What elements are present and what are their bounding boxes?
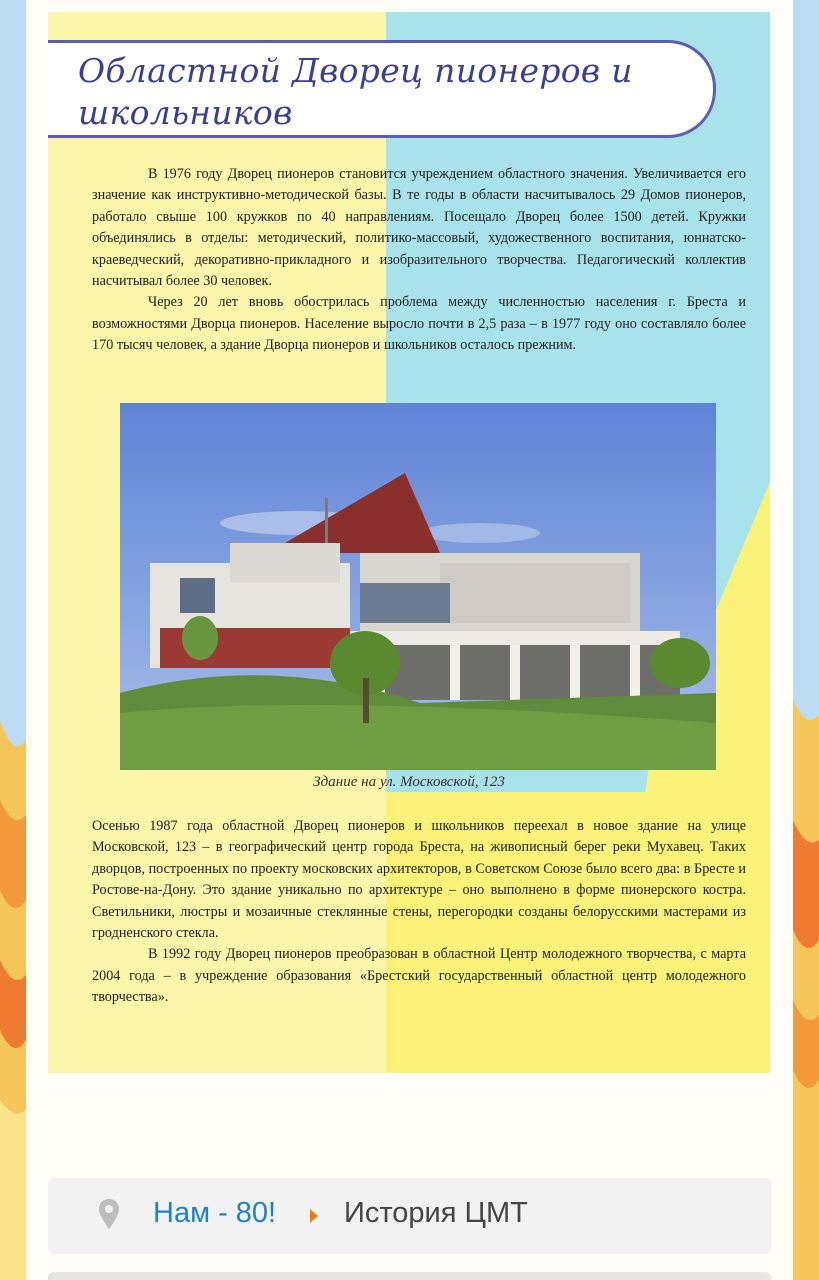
right-decorative-background <box>793 0 819 1280</box>
map-pin-icon <box>98 1198 120 1238</box>
paragraph-2: Через 20 лет вновь обострилась проблема между численностью населения г. Бреста и возможностями Дворца пионеров. Население выросло почти в 2,5 раза – в 1977 году оно составляло более 170 тысяч человек, а здание Дворца пионеров и школьников осталось прежним. <box>92 294 746 354</box>
poster-title <box>78 50 678 134</box>
chevron-right-icon <box>310 1209 318 1223</box>
left-wave-decoration <box>0 0 26 1280</box>
photo-caption: Здание на ул. Московской, 123 <box>313 774 505 790</box>
poster-title-line1: Областной Дворец пионеров и <box>78 51 633 90</box>
text-block-bottom <box>92 816 746 1009</box>
breadcrumb-link-home[interactable]: Нам - 80! <box>153 1197 277 1229</box>
text-block-top <box>92 164 746 357</box>
poster-title-line2: школьников <box>78 93 293 132</box>
paragraph-1: В 1976 году Дворец пионеров становится учреждением областного значения. Увеличивается его значение как инструктивно-методической базы. В те годы в области насчитывалось 29 Домов пионеров, работало свыше 100 кружков по 40 направлениям. Посещало Дворец более 1500 детей. Кружки объединялись в отделы: методический, политико-массовый, художественного воспитания, юннатско-краеведческий, декоративно-прикладного и изобразительного творчества. Педагогический коллектив насчитывал более 30 человек. <box>92 166 746 290</box>
next-section-edge <box>48 1272 771 1280</box>
paragraph-4: В 1992 году Дворец пионеров преобразован в областной Центр молодежного творчества, с марта 2004 года – в учреждение образования «Брестский государственный областной центр молодежного творчества». <box>92 946 746 1006</box>
breadcrumb-current: История ЦМТ <box>344 1197 528 1229</box>
right-wave-decoration <box>793 0 819 1280</box>
breadcrumb <box>48 1178 771 1254</box>
left-decorative-background <box>0 0 26 1280</box>
building-photo <box>120 403 716 770</box>
paragraph-3: Осенью 1987 года областной Дворец пионеров и школьников переехал в новое здание на улице Московской, 123 – в географический центр города Бреста, на живописный берег реки Мухавец. Таких дворцов, построенных по проекту московских архитекторов, в Советском Союзе было всего два: в Бресте и Ростове-на-Дону. Это здание уникально по архитектуре – оно выполнено в форме пионерского костра. Светильники, люстры и мозаичные стеклянные стены, перегородки созданы белорусскими мастерами из гродненского стекла. <box>92 818 746 942</box>
history-poster <box>48 12 770 1073</box>
building-illustration <box>120 403 716 770</box>
